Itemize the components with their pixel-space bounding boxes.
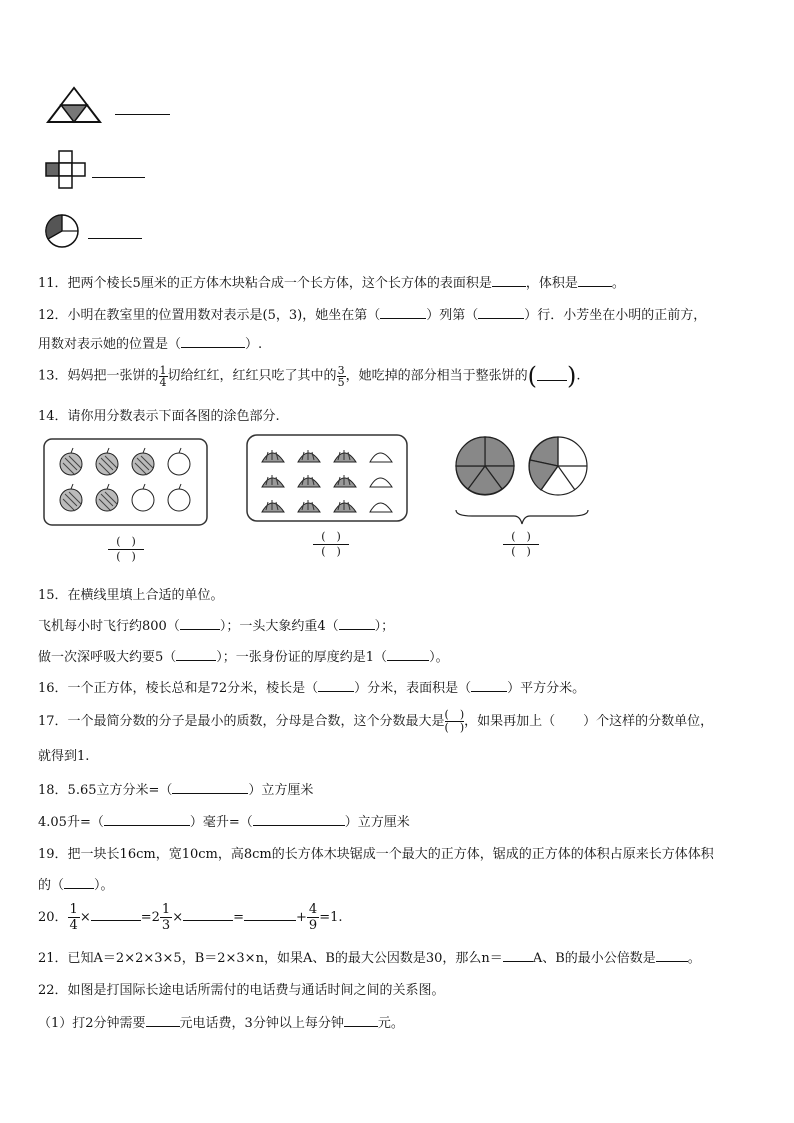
q20-fraction-1-3: $\frac{1}{3}$ xyxy=(161,902,171,933)
q18-cm3-blank-2[interactable] xyxy=(253,813,345,826)
shells-figure xyxy=(246,434,408,522)
q20-fraction-4-9: $\frac{4}{9}$ xyxy=(308,902,318,933)
question-14: 14．请你用分数表示下面各图的涂色部分. xyxy=(38,409,280,424)
q19-ratio-blank[interactable] xyxy=(64,876,94,889)
figure-cross xyxy=(45,150,87,190)
q22-rate-blank[interactable] xyxy=(344,1014,378,1027)
q11-area-blank[interactable] xyxy=(492,274,526,287)
question-15-line2: 做一次深呼吸大约要5（ ）；一张身份证的厚度约是1（ ）。 xyxy=(38,650,449,665)
q12-column-blank[interactable] xyxy=(380,306,426,319)
question-15-line1: 飞机每小时飞行约800（ ）；一头大象约重4（ ）； xyxy=(38,619,395,634)
circle-shaded-icon xyxy=(42,213,84,249)
q13-fraction-3-5: $\frac{3}{5}$ xyxy=(337,363,345,389)
q17-count-blank[interactable] xyxy=(555,713,583,725)
q21-n-blank[interactable] xyxy=(503,949,533,962)
question-12-line2: 用数对表示她的位置是（ ）. xyxy=(38,337,263,352)
shells-fraction-answer[interactable]: ( ) ( ) xyxy=(313,530,349,559)
q18-ml-blank[interactable] xyxy=(104,813,190,826)
q20-blank-1[interactable] xyxy=(91,908,141,921)
q15-plane-unit-blank[interactable] xyxy=(180,617,220,630)
question-16: 16．一个正方体，棱长总和是72分米，棱长是（ ）分米，表面积是（ ）平方分米。 xyxy=(38,681,586,696)
question-20: 20． $\frac{1}{4}\times =2$ $\frac{1}{3}\times$ = + $\frac{4}{9}=1$. xyxy=(38,902,343,933)
question-18: 18．5.65立方分米=（ ）立方厘米 xyxy=(38,783,314,798)
question-11: 11．把两个棱长5厘米的正方体木块粘合成一个长方体，这个长方体的表面积是 ，体积是 。 xyxy=(38,276,625,291)
q20-blank-3[interactable] xyxy=(244,908,296,921)
triangle-shaded-icon xyxy=(46,86,102,124)
q15-elephant-unit-blank[interactable] xyxy=(339,617,375,630)
q16-area-blank[interactable] xyxy=(471,679,507,692)
question-18-line2: 4.05升=（ ）毫升=（ ）立方厘米 xyxy=(38,815,410,830)
q13-answer-blank[interactable] xyxy=(537,372,567,381)
q21-lcm-blank[interactable] xyxy=(656,949,688,962)
q12-row-blank[interactable] xyxy=(478,306,524,319)
question-17: 17．一个最简分数的分子是最小的质数，分母是合数，这个分数最大是 ( ) ( )，如果再加上（ ）个这样的分数单位， xyxy=(38,708,714,734)
question-21: 21．已知A＝2×2×3×5，B＝2×3×n，如果A、B的最大公因数是30，那么n＝ A、B的最小公倍数是 。 xyxy=(38,951,701,966)
figure-triangle xyxy=(46,86,102,124)
q20-fraction-1-4: $\frac{1}{4}$ xyxy=(69,902,78,933)
circles-figure xyxy=(452,434,592,530)
question-19-line2: 的（ ）。 xyxy=(38,878,114,893)
question-22-sub1: （1）打2分钟需要 元电话费，3分钟以上每分钟 元。 xyxy=(38,1016,404,1031)
cross-shaded-icon xyxy=(45,150,87,190)
q20-blank-2[interactable] xyxy=(183,908,233,921)
circles-fraction-answer[interactable]: ( ) ( ) xyxy=(503,530,539,559)
q15-breath-unit-blank[interactable] xyxy=(176,648,216,661)
q17-fraction-answer[interactable]: ( ) ( ) xyxy=(444,708,465,734)
question-15: 15．在横线里填上合适的单位。 xyxy=(38,588,224,603)
apples-figure xyxy=(43,438,208,526)
figure-circle xyxy=(42,213,84,249)
question-17-line2: 就得到1. xyxy=(38,749,90,764)
q18-cm3-blank[interactable] xyxy=(172,781,248,794)
question-12: 12．小明在教室里的位置用数对表示是(5，3)，她坐在第（ ）列第（ ）行．小芳坐在小明的正前方， xyxy=(38,308,707,323)
q16-edge-blank[interactable] xyxy=(318,679,354,692)
q12-position-blank[interactable] xyxy=(181,335,245,348)
question-13: 13．妈妈把一张饼的 $\frac{1}{4}$ 切给红红，红红只吃了其中的 $\frac{3}{5}$ ，她吃掉的部分相当于整张饼的( ). xyxy=(38,362,581,390)
q22-cost-blank[interactable] xyxy=(146,1014,180,1027)
q11-volume-blank[interactable] xyxy=(578,274,612,287)
apples-fraction-answer[interactable]: ( ) ( ) xyxy=(108,535,144,564)
question-19: 19．把一块长16cm，宽10cm，高8cm的长方体木块锯成一个最大的正方体，锯成的正方体的体积占原来长方体体积 xyxy=(38,847,714,862)
question-22: 22．如图是打国际长途电话所需付的电话费与通话时间之间的关系图。 xyxy=(38,983,445,998)
q13-fraction-1-4: $\frac{1}{4}$ xyxy=(159,363,167,389)
q15-idcard-unit-blank[interactable] xyxy=(387,648,429,661)
